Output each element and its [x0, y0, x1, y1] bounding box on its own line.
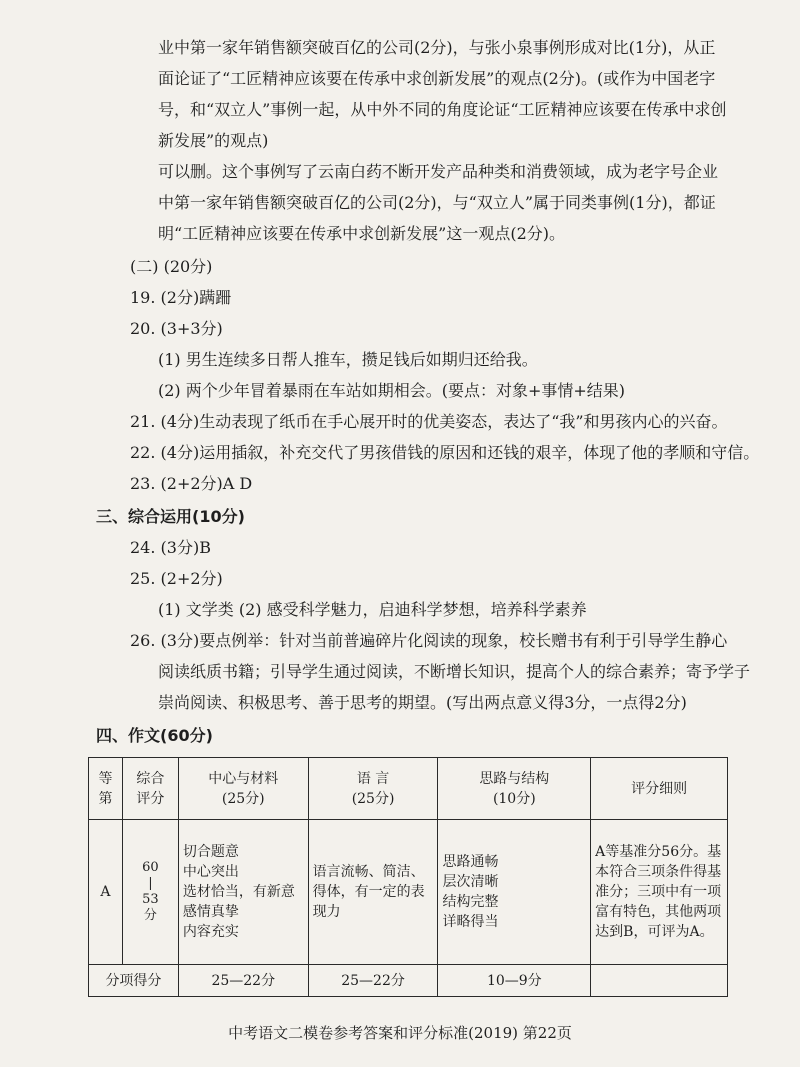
language-criteria: 语言流畅、简洁、得体，有一定的表现力 — [308, 820, 438, 965]
answer-24: 24. (3分)B — [130, 538, 211, 557]
section-heading: (二) (20分) — [130, 257, 213, 276]
structure-criteria: 思路通畅 层次清晰 结构完整 详略得当 — [438, 820, 591, 965]
table-subtotal-row — [89, 965, 728, 997]
subtotal-structure: 10—9分 — [438, 965, 591, 997]
header-structure: 思路与结构 (10分) — [438, 758, 591, 820]
center-criteria: 切合题意 中心突出 选材恰当，有新意 感情真挚 内容充实 — [178, 820, 308, 965]
text-line: 面论证了“工匠精神应该要在传承中求创新发展”的观点(2分)。(或作为中国老字 — [158, 69, 716, 88]
answer-25-detail: (1) 文学类 (2) 感受科学魅力，启迪科学梦想，培养科学素养 — [158, 600, 587, 619]
answer-20-1: (1) 男生连续多日帮人推车，攒足钱后如期归还给我。 — [158, 350, 538, 369]
header-overall: 综合 评分 — [122, 758, 178, 820]
text-line: 中第一家年销售额突破百亿的公司(2分)，与“双立人”属于同类事例(1分)，都证 — [158, 193, 716, 212]
answer-26: 26. (3分)要点例举：针对当前普遍碎片化阅读的现象，校长赠书有利于引导学生静心 — [130, 631, 728, 650]
answer-25: 25. (2+2分) — [130, 569, 223, 588]
subtotal-language: 25—22分 — [308, 965, 438, 997]
scoring-table — [88, 757, 728, 997]
header-detail: 评分细则 — [591, 758, 728, 820]
answer-22: 22. (4分)运用插叙，补充交代了男孩借钱的原因和还钱的艰辛，体现了他的孝顺和守信。 — [130, 443, 760, 462]
header-language: 语 言 (25分) — [308, 758, 438, 820]
header-center: 中心与材料 (25分) — [178, 758, 308, 820]
page-footer: 中考语文二模卷参考答案和评分标准(2019) 第22页 — [228, 1024, 572, 1042]
answer-21: 21. (4分)生动表现了纸币在手心展开时的优美姿态，表达了“我”和男孩内心的兴奋。 — [130, 412, 728, 431]
subtotal-center: 25—22分 — [178, 965, 308, 997]
answer-23: 23. (2+2分)A D — [130, 474, 253, 493]
section-four-heading: 四、作文(60分) — [96, 726, 213, 745]
answer-19: 19. (2分)蹒跚 — [130, 288, 232, 307]
text-line: 新发展”的观点) — [158, 131, 269, 150]
subtotal-empty — [591, 965, 728, 997]
text-line: 明“工匠精神应该要在传承中求创新发展”这一观点(2分)。 — [158, 224, 566, 243]
table-header-row — [89, 758, 728, 820]
detail-criteria: A等基准分56分。基本符合三项条件得基准分；三项中有一项富有特色，其他两项达到B，可评为A。 — [591, 820, 728, 965]
overall-range: 60 | 53 分 — [122, 820, 178, 965]
text-line: 可以删。这个事例写了云南白药不断开发产品种类和消费领域，成为老字号企业 — [158, 162, 719, 181]
grade-a: A — [89, 820, 123, 965]
text-line: 业中第一家年销售额突破百亿的公司(2分)，与张小泉事例形成对比(1分)，从正 — [158, 38, 716, 57]
text-line: 号，和“双立人”事例一起，从中外不同的角度论证“工匠精神应该要在传承中求创 — [158, 100, 727, 119]
section-three-heading: 三、综合运用(10分) — [96, 507, 245, 526]
answer-26-cont: 崇尚阅读、积极思考、善于思考的期望。(写出两点意义得3分，一点得2分) — [158, 693, 687, 712]
answer-26-cont: 阅读纸质书籍；引导学生通过阅读，不断增长知识，提高个人的综合素养；寄予学子 — [158, 662, 751, 681]
header-grade: 等 第 — [89, 758, 123, 820]
subtotal-label: 分项得分 — [89, 965, 179, 997]
table-row-a — [89, 820, 728, 965]
answer-20: 20. (3+3分) — [130, 319, 223, 338]
answer-20-2: (2) 两个少年冒着暴雨在车站如期相会。(要点：对象+事情+结果) — [158, 381, 626, 400]
